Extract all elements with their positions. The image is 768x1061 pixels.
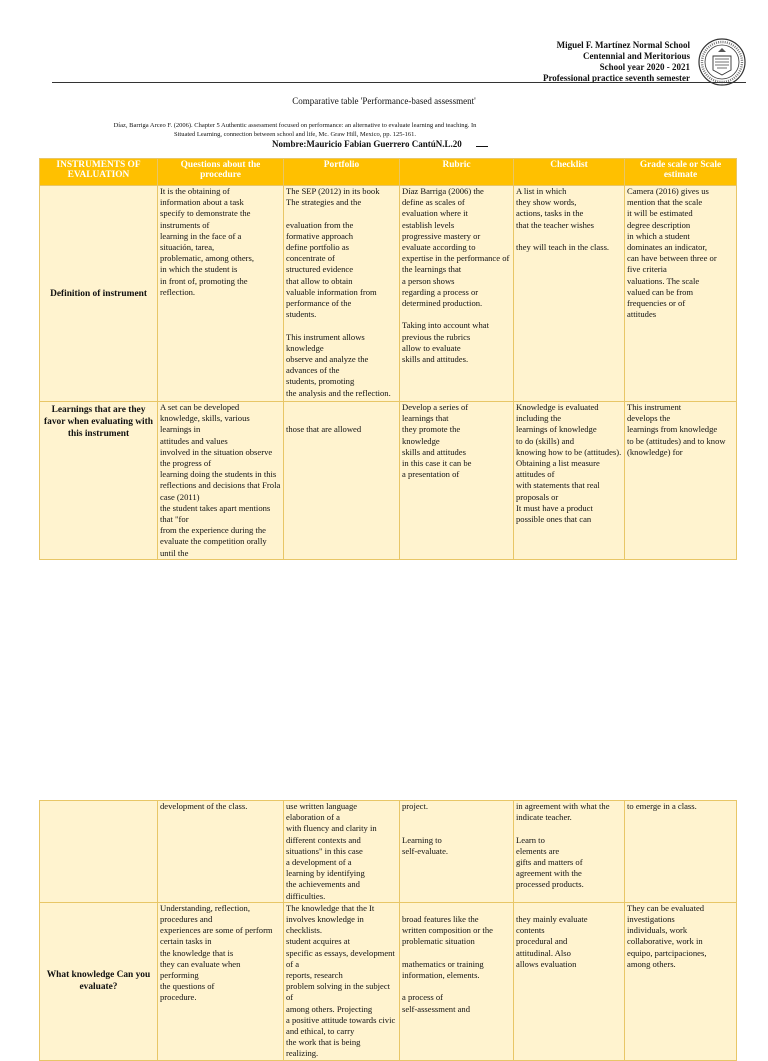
table-row xyxy=(40,402,737,560)
table-cell: to emerge in a class. xyxy=(625,801,737,903)
header-instruments: INSTRUMENTS OF EVALUATION xyxy=(40,159,158,186)
row-label-learnings: Learnings that are they favor when evaluating with this instrument xyxy=(40,402,158,560)
table-cell: Understanding, reflection, procedures and experiences are some of perform certain tasks in the knowledge that is they can evaluate when performing the questions of procedure. xyxy=(158,902,284,1060)
row-label-knowledge: What knowledge Can you evaluate? xyxy=(40,902,158,1060)
reference-line: Situated Learning, connection between school and life, Mc. Graw Hill, Mexico, pp. 125-161. xyxy=(173,131,417,138)
table-cell: use written language elaboration of a with fluency and clarity in different contexts and situations" in this case a development of a learning by identifying the achievements and difficulties. xyxy=(284,801,400,903)
table-row xyxy=(40,186,737,402)
table-cell: they mainly evaluate contents procedural and attitudinal. Also allows evaluation xyxy=(514,902,625,1060)
table-cell: project. Learning to self-evaluate. xyxy=(400,801,514,903)
table-cell: A set can be developed knowledge, skills, various learnings in attitudes and values involved in the situation observe the progress of learning doing the students in this reflections and decisions that Frola case (2011) the student takes apart mentions that "for from the experience during the evaluate the competition orally until the xyxy=(158,402,284,560)
row-label-definition: Definition of instrument xyxy=(40,186,158,402)
table-cell: The knowledge that the It involves knowledge in checklists. student acquires at specific as essays, development of a reports, research problem solving in the subject of among others. Projecting a positive attitude towards civic and ethical, to carry the work that is being realizing. xyxy=(284,902,400,1060)
header-divider xyxy=(52,82,746,83)
reference-line: Díaz, Barriga Arceo F. (2006). Chapter 5 Authentic assessment focused on performance: an alternative to evaluate learning and teaching. In xyxy=(113,122,477,129)
student-name-text: Nombre:Mauricio Fabian Guerrero CantúN.L.20 xyxy=(272,139,462,149)
school-distinction: Centennial and Meritorious xyxy=(583,51,690,61)
table-cell: The SEP (2012) in its book The strategies and the evaluation from the formative approach define portfolio as concentrate of structured evidence that allow to obtain valuable information from performance of the students. This instrument allows knowledge observe and analyze the advances of the students, promoting the analysis and the reflection. xyxy=(284,186,400,402)
table-cell: broad features like the written composition or the problematic situation mathematics or training information, elements. a process of self-assessment and xyxy=(400,902,514,1060)
table-cell: This instrument develops the learnings from knowledge to be (attitudes) and to know (knowledge) for xyxy=(625,402,737,560)
table-cell: Díaz Barriga (2006) the define as scales of evaluation where it establish levels progressive mastery or evaluate according to expertise in the performance of the learnings that a person shows regarding a process or determined production. Taking into account what previous the rubrics allow to evaluate skills and attitudes. xyxy=(400,186,514,402)
school-year: School year 2020 - 2021 xyxy=(599,62,690,72)
table-cell: They can be evaluated investigations individuals, work collaborative, work in equipo, partcipaciones, among others. xyxy=(625,902,737,1060)
table-cell: A list in which they show words, actions, tasks in the that the teacher wishes they will teach in the class. xyxy=(514,186,625,402)
table-row xyxy=(40,902,737,1060)
school-header xyxy=(543,40,690,84)
comparative-table xyxy=(39,158,737,560)
table-cell: Develop a series of learnings that they promote the knowledge skills and attitudes in this case it can be a presentation of xyxy=(400,402,514,560)
comparative-table-continued xyxy=(39,800,737,1061)
school-seal-icon xyxy=(698,38,746,86)
header-checklist: Checklist xyxy=(514,159,625,186)
document-title: Comparative table 'Performance-based assessment' xyxy=(292,96,476,106)
row-label-continued xyxy=(40,801,158,903)
bibliographic-reference xyxy=(60,121,530,139)
table-cell: Camera (2016) gives us mention that the scale it will be estimated degree description in which a student dominates an indicator, can have between three or five criteria valuations. The scale valued can be from frequencies or of attitudes xyxy=(625,186,737,402)
practice-semester: Professional practice seventh semester xyxy=(542,73,690,83)
table-cell: development of the class. xyxy=(158,801,284,903)
table-cell: in agreement with what the indicate teacher. Learn to elements are gifts and matters of agreement with the processed products. xyxy=(514,801,625,903)
student-name xyxy=(272,139,488,149)
header-questions-procedure: Questions about the procedure xyxy=(158,159,284,186)
header-rubric: Rubric xyxy=(400,159,514,186)
header-portfolio: Portfolio xyxy=(284,159,400,186)
table-header-row xyxy=(40,159,737,186)
table-cell: those that are allowed xyxy=(284,402,400,560)
header-grade-scale: Grade scale or Scale estimate xyxy=(625,159,737,186)
table-cell: It is the obtaining of information about a task specify to demonstrate the instruments of learning in the face of a situación, tarea, problematic, among others, in which the student is in front of, promoting the reflection. xyxy=(158,186,284,402)
table-cell: Knowledge is evaluated including the learnings of knowledge to do (skills) and knowing how to be (attitudes). Obtaining a list measure attitudes of with statements that real proposals or It must have a product possible ones that can xyxy=(514,402,625,560)
table-row xyxy=(40,801,737,903)
name-underline xyxy=(476,146,488,147)
school-name: Miguel F. Martínez Normal School xyxy=(556,40,690,50)
